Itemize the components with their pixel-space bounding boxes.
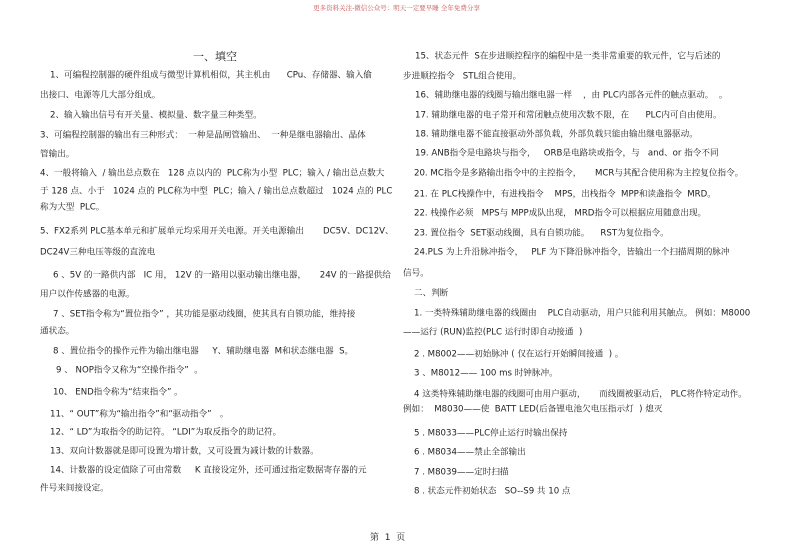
paragraph-line: 3、可编程控制器的输出有三种形式： 一种是晶闸管输出、 一种是继电器输出、晶体 — [40, 130, 366, 141]
paragraph-line: 通状态。 — [40, 326, 75, 337]
paragraph-line: 11、“ OUT”称为“输出指令”和“驱动指令” 。 — [50, 409, 229, 420]
section-title-judgement: 二、判断 — [414, 288, 449, 299]
paragraph-line: 称为大型 PLC。 — [40, 202, 105, 213]
paragraph-line: 出接口、电源等几大部分组成。 — [40, 90, 161, 101]
paragraph-line: 12、“ LD”为取指令的助记符。 “LDI”为取反指令的助记符。 — [50, 427, 282, 438]
paragraph-line: 8 . 状态元件初始状态 SO--S9 共 10 点 — [414, 486, 571, 497]
paragraph-line: 5、FX2系列 PLC基本单元和扩展单元均采用开关电源。开关电源输出 DC5V、DC12V、 — [40, 226, 394, 237]
paragraph-line: 用户以作传感器的电源。 — [40, 289, 135, 300]
paragraph-line: 21. 在 PLC栈操作中，有进栈指令 MPS，出栈指令 MPP和读盏指令 MRD。 — [414, 189, 716, 200]
paragraph-line: 19. ANB指令是电路块与指令， ORB是电路块或指令，与 and、or 指令不同 — [415, 148, 719, 159]
watermark: 更多资料关注-微信公众号：明天一定要早睡 全年免费分享 — [313, 4, 480, 12]
section-title-fill-blank: 一、填空 — [193, 50, 237, 63]
paragraph-line: 4、一般将输入 / 输出总点数在 128 点以内的 PLC称为小型 PLC；输入 / 输出总点数大 — [40, 168, 385, 179]
paragraph-line: 6 、5V 的一路供内部 IC 用， 12V 的一路用以驱动输出继电器， 24V 的一路提供给 — [53, 270, 391, 281]
paragraph-line: 13、双向计数器就是即可设置为增计数，又可设置为减计数的计数器。 — [50, 446, 319, 457]
paragraph-line: 17. 辅助继电器的电子常开和常闭触点使用次数不限，在 PLC内可自由使用。 — [415, 110, 722, 121]
page-number: 第 1 页 — [370, 533, 406, 543]
paragraph-line: 7 、SET指令称为“置位指令” ，其功能是驱动线圈，使其具有自锁功能，维持接 — [53, 309, 356, 320]
paragraph-line: 2、输入输出信号有开关量、模拟量、数字量三种类型。 — [50, 110, 262, 121]
paragraph-line: 4 这类特殊辅助继电器的线圈可由用户驱动， 而线圈被驱动后， PLC将作特定动作。 — [414, 389, 747, 400]
paragraph-line: 23. 置位指令 SET驱动线圈，具有自锁功能。 RST为复位指令。 — [414, 228, 669, 239]
paragraph-line: DC24V三种电压等级的直流电 — [40, 247, 156, 258]
paragraph-line: 24.PLS 为上升沿脉冲指令， PLF 为下降沿脉冲指令，皆输出一个扫描周期的脉冲 — [414, 247, 730, 258]
paragraph-line: 例如： M8030——使 BATT LED(后备锂电池欠电压指示灯 ) 熄灭 — [403, 404, 663, 415]
paragraph-line: 18. 辅助继电器不能直接驱动外部负载，外部负载只能由输出继电器驱动。 — [415, 129, 698, 140]
paragraph-line: 9 、 NOP指令又称为“空操作指令” 。 — [56, 365, 203, 376]
paragraph-line: 6 . M8034——禁止全部输出 — [414, 447, 526, 458]
paragraph-line: 14、计数器的设定值除了可由常数 K 直接设定外，还可通过指定数据寄存器的元 — [50, 465, 367, 476]
paragraph-line: 2 . M8002——初始脉冲 ( 仅在运行开始瞬间接通 ) 。 — [414, 349, 624, 360]
paragraph-line: 8 、置位指令的操作元件为输出继电器 Y、辅助继电器 M和状态继电器 S。 — [53, 346, 354, 357]
paragraph-line: 16、辅助继电器的线圈与输出继电器一样 ，由 PLC内部各元件的触点驱动。 。 — [415, 90, 728, 101]
paragraph-line: 步进顺控指令 STL组合使用。 — [403, 71, 522, 82]
paragraph-line: 22. 栈操作必须 MPS与 MPP成队出现， MRD指令可以根据应用随意出现。 — [414, 208, 707, 219]
paragraph-line: 件号来间接设定。 — [40, 483, 109, 494]
paragraph-line: ——运行 (RUN)监控(PLC 运行时即自动接通 ) — [403, 327, 583, 338]
paragraph-line: 7 . M8039——定时扫描 — [414, 467, 509, 478]
paragraph-line: 1、可编程控制器的硬件组成与微型计算机相似，其主机由 CPu、存储器、输入偷 — [50, 70, 372, 81]
paragraph-line: 管输出。 — [40, 149, 75, 160]
paragraph-line: 于 128 点、小于 1024 点的 PLC称为中型 PLC；输入 / 输出总点数超过 1024 点的 PLC — [40, 186, 393, 197]
paragraph-line: 15、状态元件 S在步进顺控程序的编程中是一类非常重要的软元件，它与后述的 — [415, 51, 721, 62]
paragraph-line: 20. MC指令是多路输出指令中的主控指令， MCR与其配合使用称为主控复位指令。 — [414, 168, 744, 179]
paragraph-line: 3 、M8012—— 100 ms 时钟脉冲。 — [414, 368, 558, 379]
paragraph-line: 1. 一类特殊辅助继电器的线圈由 PLC自动驱动，用户只能利用其触点。 例如：M8000 — [414, 308, 751, 319]
paragraph-line: 10、 END指令称为“结束指令” 。 — [53, 387, 183, 398]
paragraph-line: 5 . M8033——PLC停止运行时输出保持 — [414, 428, 568, 439]
paragraph-line: 信号。 — [403, 268, 429, 279]
